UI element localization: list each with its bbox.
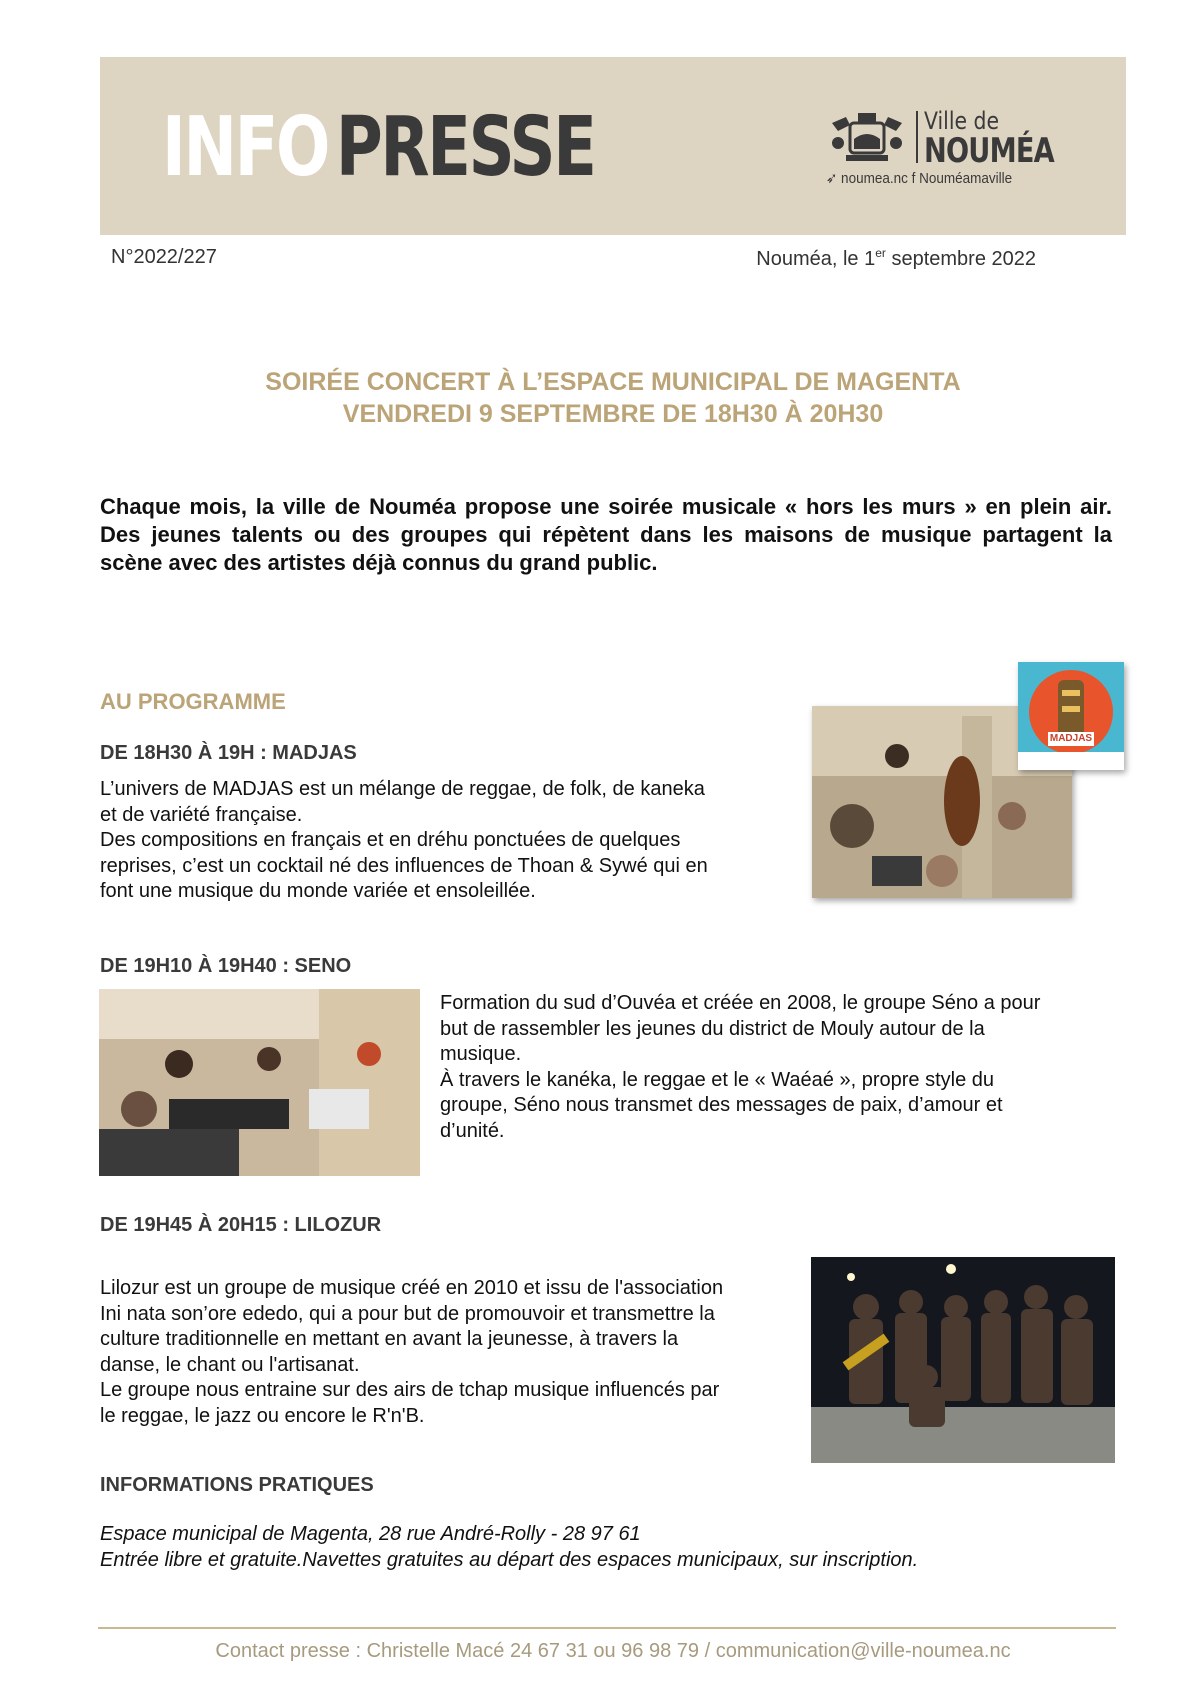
lead-paragraph: Chaque mois, la ville de Nouméa propose une soirée musicale « hors les murs » en plein air. Des jeunes talents ou des groupes qui répètent dans les maisons de musique partagent la scène avec des artistes déjà connus du grand public. [100, 494, 1112, 575]
title-line-1: SOIRÉE CONCERT À L’ESPACE MUNICIPAL DE MAGENTA [265, 368, 961, 396]
seno-line: À travers le kanéka, le reggae et le « Waéaé », propre style du [440, 1068, 995, 1091]
footer-divider [98, 1627, 1116, 1629]
lilozur-line: Le groupe nous entraine sur des airs de tchap musique influencés par [100, 1379, 720, 1401]
date-prefix: Nouméa, le 1 [756, 248, 876, 270]
seno-description [440, 991, 1040, 1144]
seno-line: Formation du sud d’Ouvéa et créée en 2008, le groupe Séno a pour [440, 992, 1041, 1014]
lilozur-line: Ini nata son’ore ededo, qui a pour but de promouvoir et transmettre la [100, 1302, 715, 1325]
madjas-line: L’univers de MADJAS est un mélange de reggae, de folk, de kaneka [100, 778, 705, 800]
seno-band-photo [99, 989, 420, 1176]
lilozur-line: danse, le chant ou l'artisanat. [100, 1353, 360, 1376]
lilozur-heading: DE 19H45 À 20H15 : LILOZUR [100, 1214, 382, 1236]
madjas-heading: DE 18H30 À 19H : MADJAS [100, 742, 357, 764]
logo-noumea: NOUMÉA [924, 131, 1054, 171]
lilozur-line: Lilozur est un groupe de musique créé en 2010 et issu de l'association [100, 1277, 724, 1299]
press-contact-footer: Contact presse : Christelle Macé 24 67 31 ou 96 98 79 / communication@ville-noumea.nc [215, 1640, 1011, 1662]
album-label: MADJAS [1049, 733, 1093, 744]
ville-de-noumea-logo [826, 105, 1066, 185]
lilozur-band-photo [811, 1257, 1115, 1463]
date-suffix: septembre 2022 [885, 248, 1036, 270]
seno-line: d’unité. [440, 1119, 505, 1142]
logo-divider [916, 111, 918, 163]
date-sup: er [875, 246, 886, 260]
info-presse-brand [162, 100, 595, 195]
info-address: Espace municipal de Magenta, 28 rue André-Rolly - 28 97 61 [100, 1523, 641, 1545]
info-heading: INFORMATIONS PRATIQUES [100, 1474, 374, 1496]
seno-line: groupe, Séno nous transmet des messages de paix, d’amour et [440, 1094, 1003, 1116]
press-release-number: N°2022/227 [111, 246, 217, 268]
logo-social-links: ➶ noumea.nc f Nouméamaville [826, 170, 1013, 187]
seno-line: but de rassembler les jeunes du district de Mouly autour de la [440, 1017, 985, 1040]
madjas-album-cover [1018, 662, 1124, 770]
coat-of-arms-icon [826, 109, 908, 165]
seno-heading: DE 19H10 À 19H40 : SENO [100, 955, 352, 977]
madjas-line: Des compositions en français et en dréhu ponctuées de quelques [100, 829, 681, 851]
brand-presse: PRESSE [335, 100, 595, 195]
madjas-line: font une musique du monde variée et ensoleillée. [100, 880, 536, 902]
seno-line: musique. [440, 1043, 522, 1065]
lilozur-line: le reggae, le jazz ou encore le R'n'B. [100, 1404, 425, 1427]
madjas-line: et de variété française. [100, 803, 303, 826]
brand-info: INFO [162, 100, 329, 195]
madjas-line: reprises, c’est un cocktail né des influences de Thoan & Sywé qui en [100, 854, 708, 877]
title-line-2: VENDREDI 9 SEPTEMBRE DE 18H30 À 20H30 [342, 400, 884, 428]
lilozur-line: culture traditionnelle en mettant en avant la jeunesse, à travers la [100, 1328, 679, 1350]
header-banner [100, 57, 1126, 235]
press-release-date [756, 246, 1036, 271]
lilozur-description [100, 1276, 786, 1429]
info-entry: Entrée libre et gratuite.Navettes gratuites au départ des espaces municipaux, sur inscription. [100, 1549, 919, 1571]
programme-heading: AU PROGRAMME [100, 689, 286, 714]
logo-ville-de: Ville de [924, 107, 1000, 135]
madjas-description [100, 777, 708, 905]
